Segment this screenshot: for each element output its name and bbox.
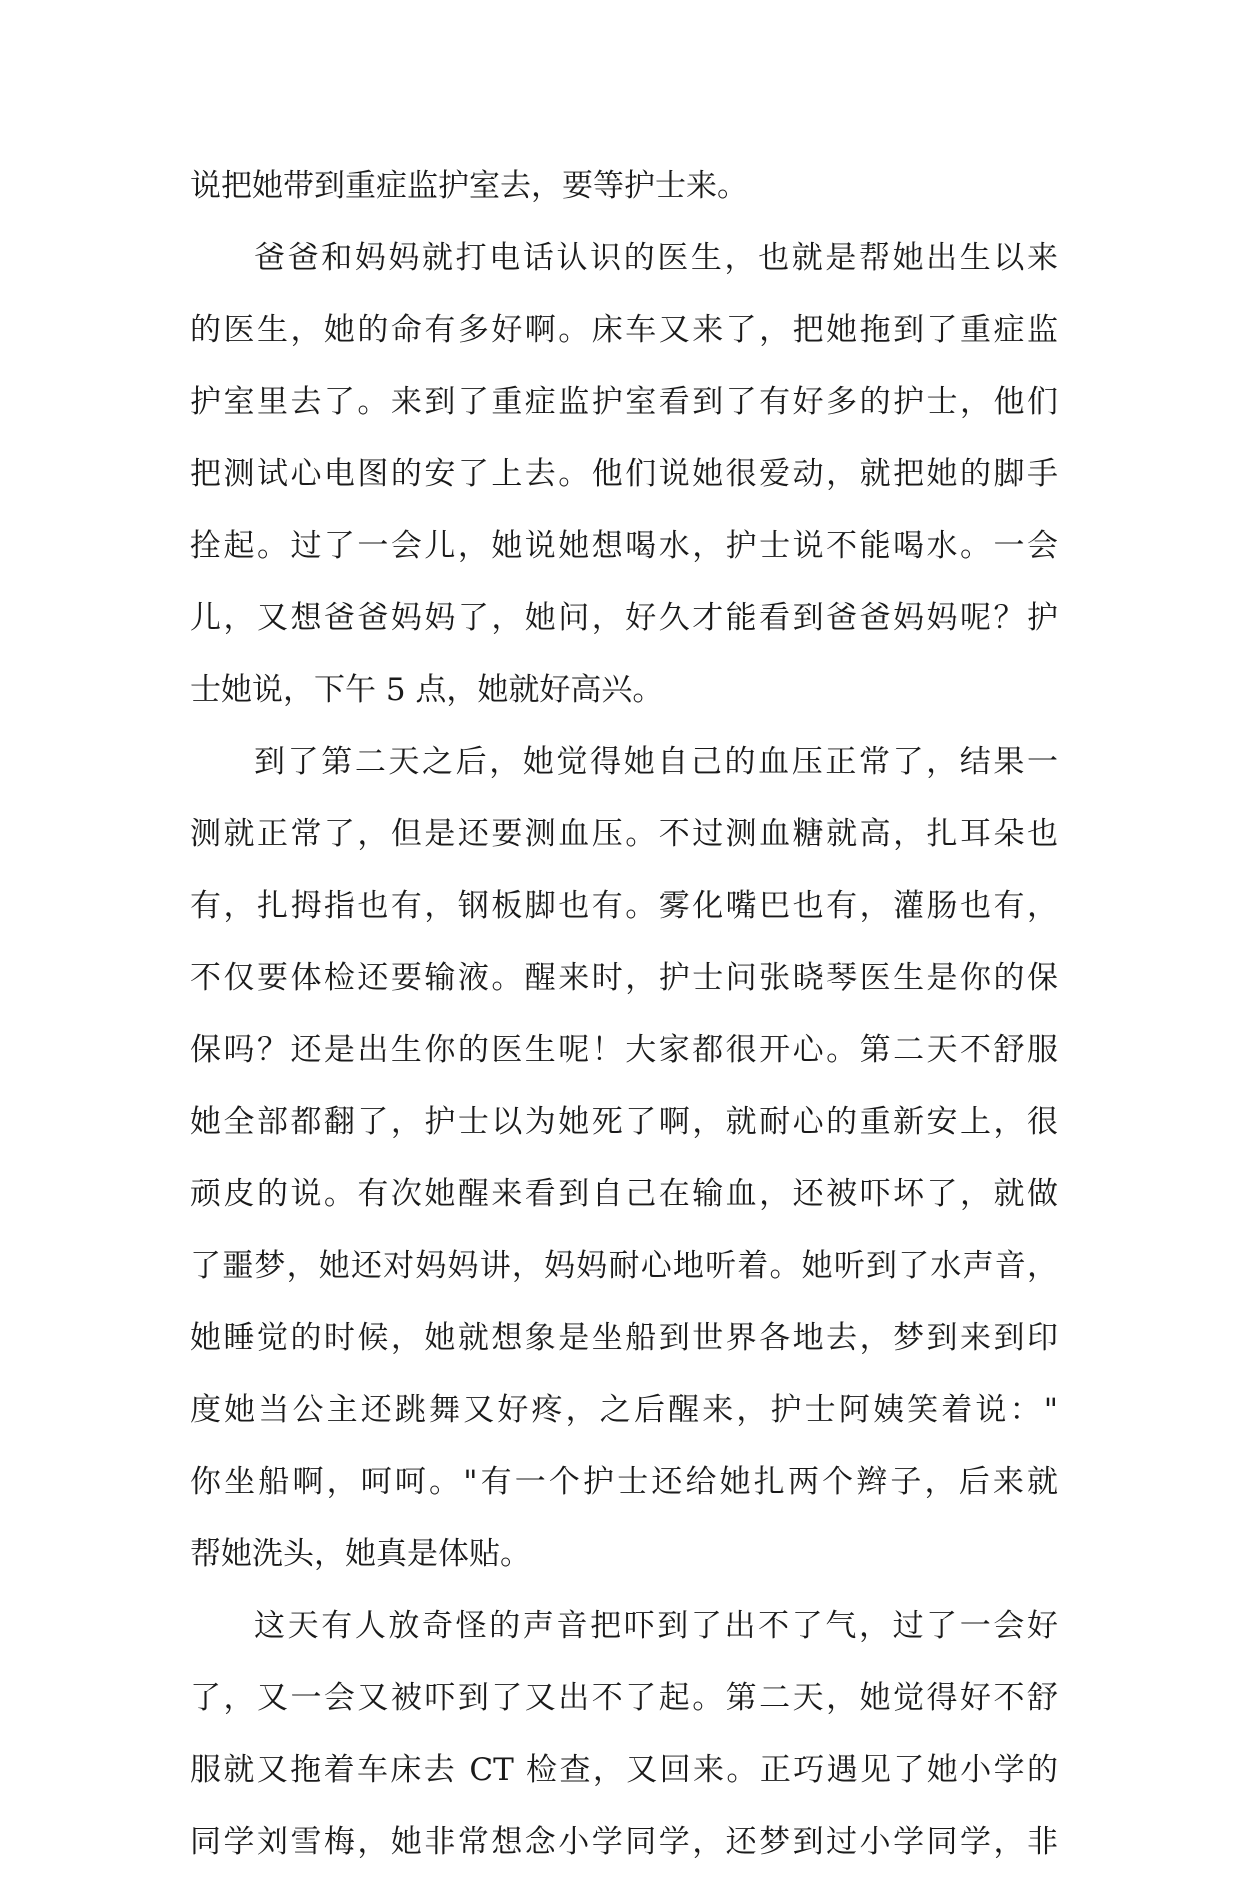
text-line: 了，又一会又被吓到了又出不了起。第二天，她觉得好不舒 xyxy=(190,1680,1058,1716)
text-line: 服就又拖着车床去 CT 检查，又回来。正巧遇见了她小学的 xyxy=(190,1752,1058,1788)
text-line: 测就正常了，但是还要测血压。不过测血糖就高，扎耳朵也 xyxy=(190,816,1058,852)
text-line-paragraph-start: 这天有人放奇怪的声音把吓到了出不了气，过了一会好 xyxy=(254,1608,1058,1644)
text-line: 了噩梦，她还对妈妈讲，妈妈耐心地听着。她听到了水声音， xyxy=(190,1248,1058,1284)
text-line: 她全部都翻了，护士以为她死了啊，就耐心的重新安上，很 xyxy=(190,1104,1058,1140)
text-line: 有，扎拇指也有，钢板脚也有。雾化嘴巴也有，灌肠也有， xyxy=(190,888,1058,924)
text-line-paragraph-start: 爸爸和妈妈就打电话认识的医生，也就是帮她出生以来 xyxy=(254,240,1058,276)
document-body xyxy=(190,160,1058,1888)
text-line: 度她当公主还跳舞又好疼，之后醒来，护士阿姨笑着说：" xyxy=(190,1392,1058,1428)
text-line: 顽皮的说。有次她醒来看到自己在输血，还被吓坏了，就做 xyxy=(190,1176,1058,1212)
text-line: 士她说，下午 5 点，她就好高兴。 xyxy=(190,672,664,708)
text-line: 同学刘雪梅，她非常想念小学同学，还梦到过小学同学，非 xyxy=(190,1824,1058,1860)
text-line: 把测试心电图的安了上去。他们说她很爱动，就把她的脚手 xyxy=(190,456,1058,492)
text-line: 拴起。过了一会儿，她说她想喝水，护士说不能喝水。一会 xyxy=(190,528,1058,564)
text-line: 你坐船啊，呵呵。"有一个护士还给她扎两个辫子，后来就 xyxy=(190,1464,1058,1500)
text-line: 不仅要体检还要输液。醒来时，护士问张晓琴医生是你的保 xyxy=(190,960,1058,996)
text-line-paragraph-start: 到了第二天之后，她觉得她自己的血压正常了，结果一 xyxy=(254,744,1058,780)
text-line: 保吗？还是出生你的医生呢！大家都很开心。第二天不舒服 xyxy=(190,1032,1058,1068)
text-line: 护室里去了。来到了重症监护室看到了有好多的护士，他们 xyxy=(190,384,1058,420)
text-line: 的医生，她的命有多好啊。床车又来了，把她拖到了重症监 xyxy=(190,312,1058,348)
text-line: 帮她洗头，她真是体贴。 xyxy=(190,1536,531,1572)
text-line: 儿，又想爸爸妈妈了，她问，好久才能看到爸爸妈妈呢？护 xyxy=(190,600,1058,636)
text-line: 说把她带到重症监护室去，要等护士来。 xyxy=(190,168,748,204)
text-line: 她睡觉的时候，她就想象是坐船到世界各地去，梦到来到印 xyxy=(190,1320,1058,1356)
